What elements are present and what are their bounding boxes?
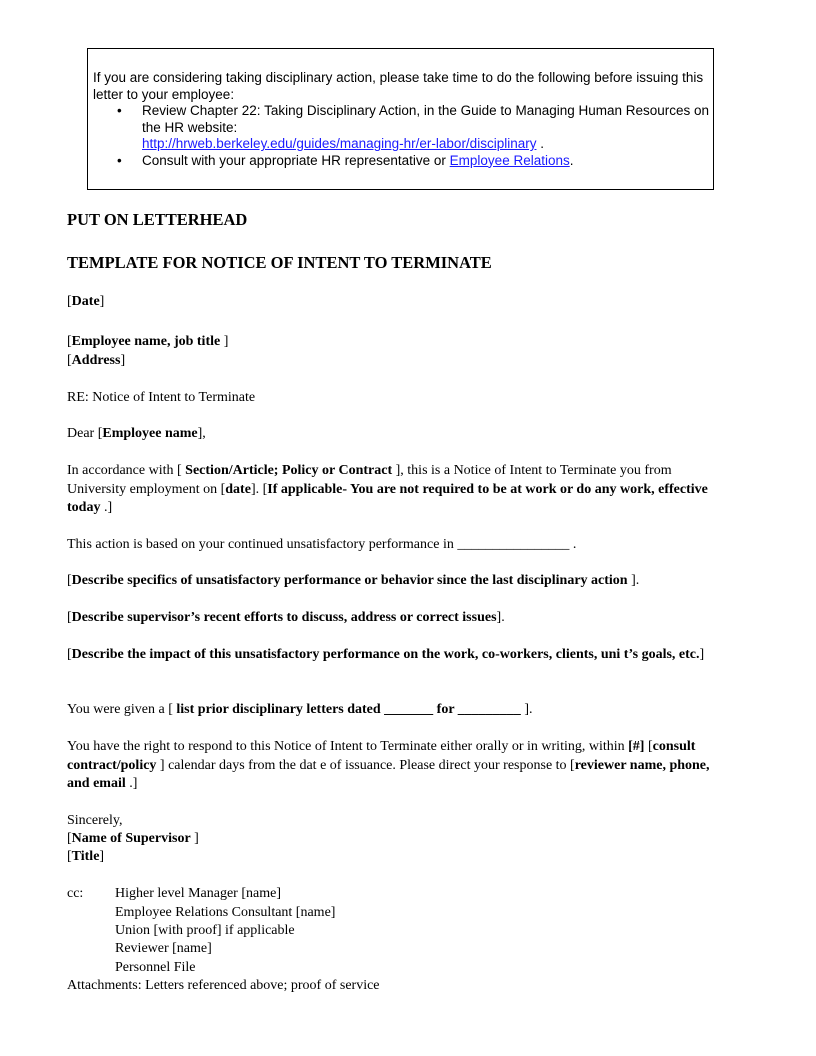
paragraph-intent: In accordance with [ Section/Article; Policy or Contract ], this is a Notice of Intent to Terminate you from University employment on [date]. [If applicable- You are not required to be at work or do any work, effective today .] <box>67 463 708 515</box>
cc-item: Reviewer [name] <box>115 941 212 956</box>
notice-item-text: Consult with your appropriate HR representative or <box>142 152 446 168</box>
right-to-respond: You have the right to respond to this Notice of Intent to Terminate either orally or in writing, within [#] [consult contract/policy ] calendar days from the dat e of issuance. Please direct your response to [reviewer name, phone, and email .] <box>67 739 710 791</box>
cc-label: cc: <box>67 886 84 901</box>
notice-list <box>93 103 713 169</box>
describe-supervisor-efforts: [Describe supervisor’s recent efforts to discuss, address or correct issues]. <box>67 610 505 625</box>
prior-letters: You were given a [ list prior disciplinary letters dated _______ for _________ ]. <box>67 702 533 717</box>
notice-item-review-chapter: • Review Chapter 22: Taking Disciplinary Action, in the Guide to Managing Human Resources on the HR website: http://hrweb.berkeley.edu/guides/managing-hr/er-labor/disciplinary . <box>117 103 710 151</box>
supervisor-title-field: [Title] <box>67 849 105 864</box>
paragraph-basis: This action is based on your continued unsatisfactory performance in ________________ . <box>67 537 577 552</box>
disciplinary-notice-box <box>87 48 714 190</box>
date-field: [Date] <box>67 294 105 309</box>
cc-item: Personnel File <box>115 960 196 975</box>
cc-item: Higher level Manager [name] <box>115 886 281 901</box>
bullet-icon: • <box>117 152 122 168</box>
closing-sincerely: Sincerely, <box>67 813 123 828</box>
hrweb-disciplinary-link[interactable]: http://hrweb.berkeley.edu/guides/managing-hr/er-labor/disciplinary <box>142 136 537 151</box>
supervisor-name-field: [Name of Supervisor ] <box>67 831 199 846</box>
bullet-icon: • <box>117 103 122 118</box>
notice-item-text: Review Chapter 22: Taking Disciplinary Action, in the Guide to Managing Human Resources on the HR website: <box>142 103 710 135</box>
employee-relations-link[interactable]: Employee Relations <box>449 152 570 168</box>
heading-letterhead: PUT ON LETTERHEAD <box>67 210 248 229</box>
cc-item: Union [with proof] if applicable <box>115 923 295 938</box>
describe-specifics: [Describe specifics of unsatisfactory performance or behavior since the last disciplinary action ]. <box>67 573 640 588</box>
notice-intro: If you are considering taking disciplinary action, please take time to do the following before issuing this letter to your employee: <box>93 70 704 102</box>
cc-item: Employee Relations Consultant [name] <box>115 905 336 920</box>
notice-item-consult-hr: • Consult with your appropriate HR representative or Employee Relations. <box>117 152 574 168</box>
attachments-line: Attachments: Letters referenced above; proof of service <box>67 978 380 993</box>
address-field: [Address] <box>67 353 126 368</box>
employee-field: [Employee name, job title ] <box>67 334 229 349</box>
describe-impact: [Describe the impact of this unsatisfactory performance on the work, co-workers, clients, uni t’s goals, etc.] <box>67 647 705 662</box>
salutation: Dear [Employee name], <box>67 426 206 441</box>
heading-template-title: TEMPLATE FOR NOTICE OF INTENT TO TERMINATE <box>67 253 492 272</box>
re-line: RE: Notice of Intent to Terminate <box>67 390 256 405</box>
